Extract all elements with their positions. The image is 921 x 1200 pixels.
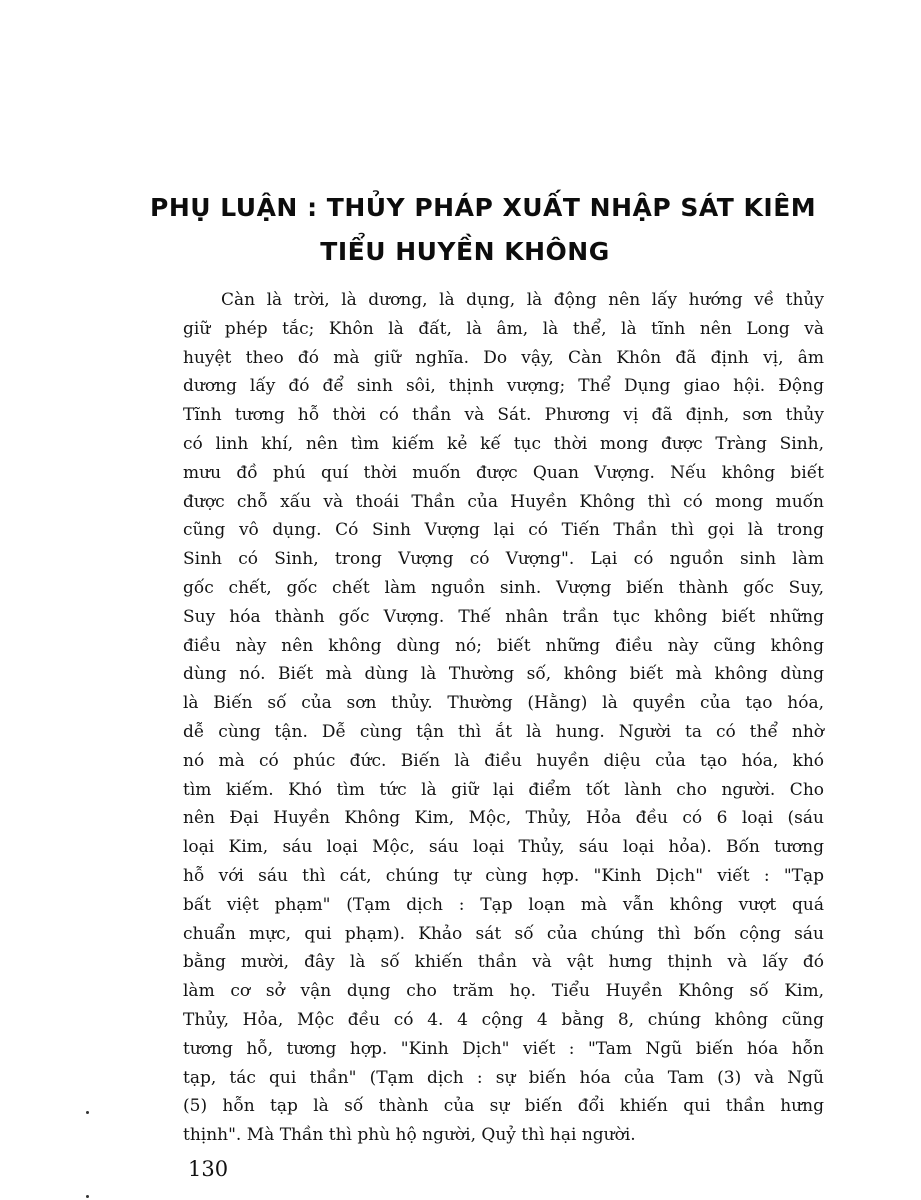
text-line: loại Kim, sáu loại Mộc, sáu loại Thủy, sáu loại hỏa). Bốn tương <box>183 837 824 858</box>
text-line: thịnh". Mà Thần thì phù hộ người, Quỷ thì hại người. <box>183 1125 636 1146</box>
text-line: cũng vô dụng. Có Sinh Vượng lại có Tiến Thần thì gọi là trong <box>183 520 824 541</box>
text-line: (5) hỗn tạp là số thành của sự biến đổi khiến qui thần hưng <box>183 1096 824 1117</box>
text-line: bất việt phạm" (Tạm dịch : Tạp loạn mà vẫn không vượt quá <box>183 894 824 915</box>
text-line: hỗ với sáu thì cát, chúng tự cùng hợp. "Kinh Dịch" viết : "Tạp <box>183 865 824 886</box>
text-line: điều này nên không dùng nó; biết những điều này cũng không <box>183 635 824 656</box>
text-line: được chỗ xấu và thoái Thần của Huyền Không thì có mong muốn <box>183 491 824 512</box>
text-line: dễ cùng tận. Dễ cùng tận thì ắt là hung. Người ta có thể nhờ <box>183 721 824 742</box>
text-line: Sinh có Sinh, trong Vượng có Vượng". Lại có nguồn sinh làm <box>183 549 824 570</box>
page-number: 130 <box>188 1157 229 1181</box>
text-line: Suy hóa thành gốc Vượng. Thế nhân trần tục không biết những <box>183 606 824 627</box>
text-line: tương hỗ, tương hợp. "Kinh Dịch" viết : "Tam Ngũ biến hóa hỗn <box>183 1038 824 1059</box>
text-line: tạp, tác qui thần" (Tạm dịch : sự biến hóa của Tam (3) và Ngũ <box>183 1067 824 1088</box>
text-line: huyệt theo đó mà giữ nghĩa. Do vậy, Càn Khôn đã định vị, âm <box>183 347 824 368</box>
chapter-title-line-1: PHỤ LUẬN : THỦY PHÁP XUẤT NHẬP SÁT KIÊM <box>150 193 817 222</box>
body-paragraph <box>183 286 824 1150</box>
text-line: có linh khí, nên tìm kiếm kẻ kế tục thời mong được Tràng Sinh, <box>183 433 824 454</box>
text-line: làm cơ sở vận dụng cho trăm họ. Tiểu Huyền Không số Kim, <box>183 981 824 1002</box>
text-line: nó mà có phúc đức. Biến là điều huyền diệu của tạo hóa, khó <box>183 750 824 771</box>
text-line: nên Đại Huyền Không Kim, Mộc, Thủy, Hỏa đều có 6 loại (sáu <box>183 808 824 829</box>
text-line: gốc chết, gốc chết làm nguồn sinh. Vượng biến thành gốc Suy, <box>183 577 824 598</box>
text-line: dùng nó. Biết mà dùng là Thường số, không biết mà không dùng <box>183 664 824 685</box>
text-line: Càn là trời, là dương, là dụng, là động nên lấy hướng về thủy <box>221 290 824 310</box>
text-line: tìm kiếm. Khó tìm tức là giữ lại điểm tốt lành cho người. Cho <box>183 779 824 800</box>
text-line: mưu đồ phú quí thời muốn được Quan Vượng. Nếu không biết <box>183 462 824 483</box>
chapter-title <box>150 186 817 274</box>
chapter-title-line-2: TIỂU HUYỀN KHÔNG <box>320 237 610 266</box>
text-line: chuẩn mực, qui phạm). Khảo sát số của chúng thì bốn cộng sáu <box>183 923 824 944</box>
text-line: bằng mười, đây là số khiến thần và vật hưng thịnh và lấy đó <box>183 952 824 973</box>
text-line: là Biến số của sơn thủy. Thường (Hằng) là quyền của tạo hóa, <box>183 693 824 714</box>
text-line: dương lấy đó để sinh sôi, thịnh vượng; Thể Dụng giao hội. Động <box>183 376 824 397</box>
scan-speck <box>86 1111 89 1114</box>
text-line: Thủy, Hỏa, Mộc đều có 4. 4 cộng 4 bằng 8, chúng không cũng <box>183 1009 824 1030</box>
text-line: giữ phép tắc; Khôn là đất, là âm, là thể, là tĩnh nên Long và <box>183 318 824 339</box>
scan-speck <box>86 1195 89 1198</box>
text-line: Tĩnh tương hỗ thời có thần và Sát. Phương vị đã định, sơn thủy <box>183 405 824 426</box>
